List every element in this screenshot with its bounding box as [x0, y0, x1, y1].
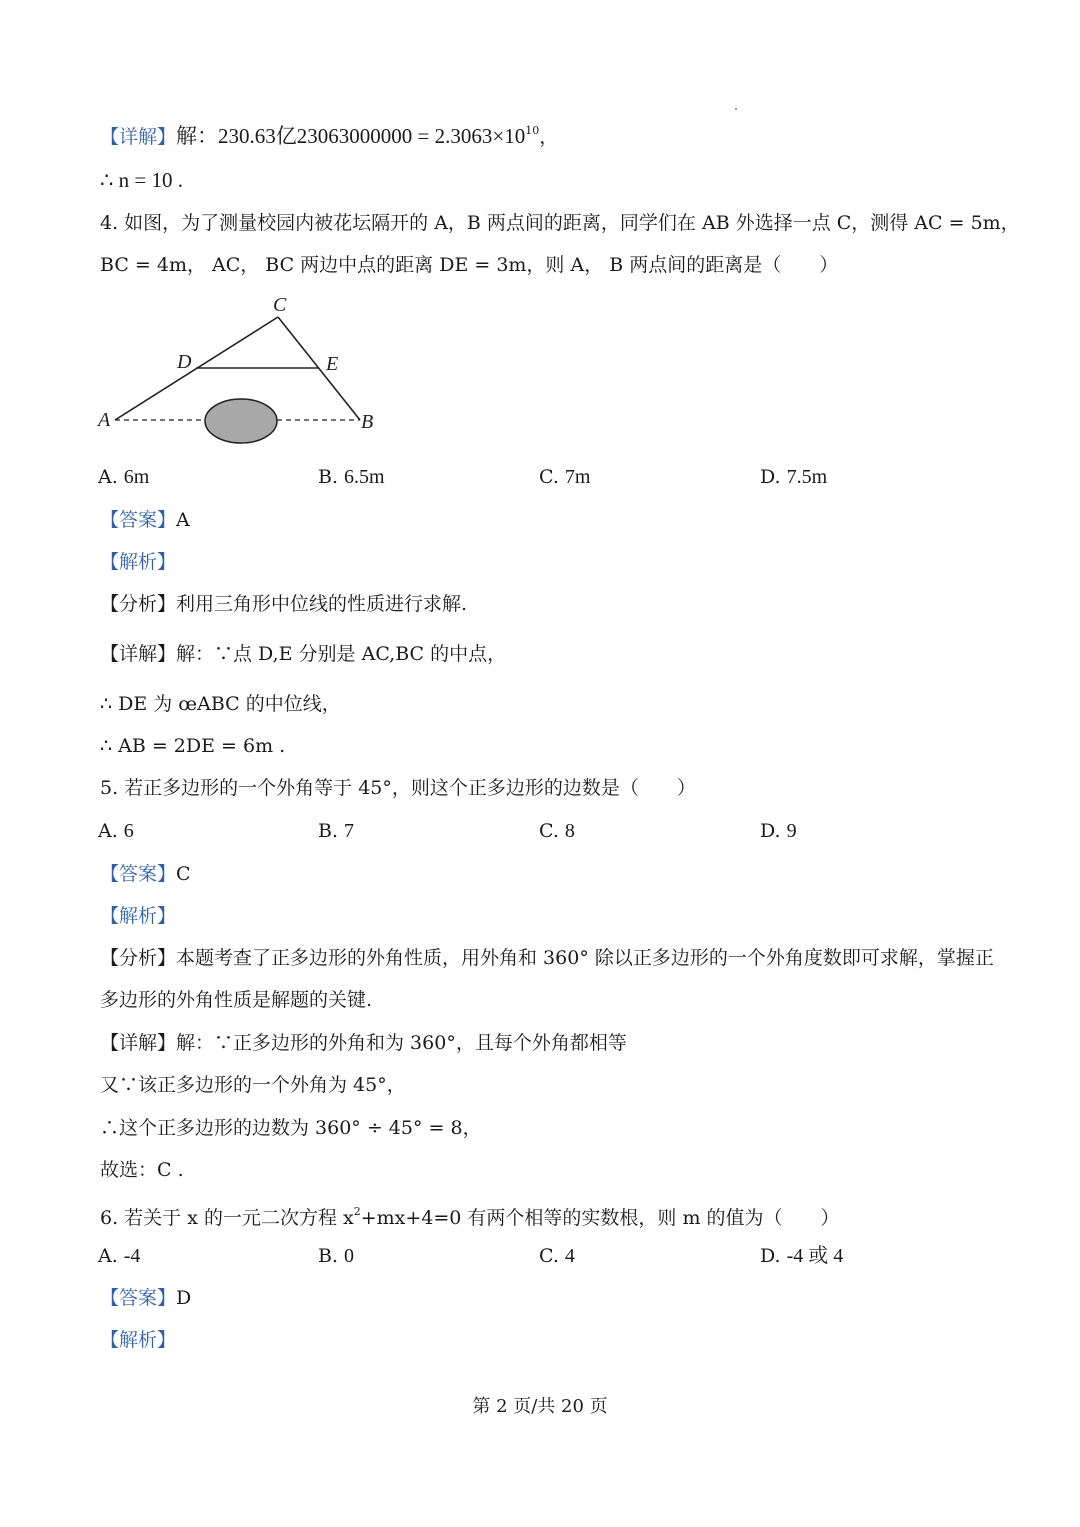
page-footer: 第 2 页/共 20 页 — [472, 1396, 608, 1417]
fenxi-tag: 【分析】 — [100, 593, 177, 615]
detail-tag: 【详解】 — [100, 1032, 177, 1054]
option-value: 8 — [564, 820, 575, 842]
q4-answer — [100, 507, 190, 533]
q5-detail — [100, 1030, 627, 1056]
q6-stem-post: +mx+4=0 有两个相等的实数根，则 m 的值为（ ） — [360, 1207, 840, 1229]
q6-analysis-tag: 【解析】 — [100, 1329, 177, 1351]
q6-option-d[interactable] — [760, 1243, 843, 1269]
q6-answer — [100, 1285, 191, 1311]
option-value: -4 或 4 — [786, 1245, 844, 1267]
q5-step2: ∴这个正多边形的边数为 360° ÷ 45° = 8， — [100, 1117, 482, 1139]
q6-option-b[interactable] — [318, 1243, 354, 1269]
prev-detail-tail: ， — [539, 126, 559, 148]
q5-option-d[interactable] — [760, 818, 797, 844]
q5-option-c[interactable] — [539, 818, 575, 844]
option-letter: B. — [318, 1245, 339, 1267]
q4-option-b[interactable] — [318, 464, 385, 490]
q5-step1: 又∵该正多边形的一个外角为 45°， — [100, 1074, 406, 1096]
q6-stem-sup: 2 — [353, 1205, 361, 1218]
flower-bed — [205, 399, 277, 443]
q4-fenxi — [100, 591, 467, 617]
option-letter: D. — [760, 1245, 781, 1267]
answer-tag: 【答案】 — [100, 1287, 177, 1309]
option-letter: A. — [98, 1245, 118, 1267]
option-letter: C. — [539, 466, 559, 488]
q4-stem-line2: BC = 4m， AC， BC 两边中点的距离 DE = 3m，则 A， B 两点间的距离是（ ） — [100, 254, 839, 276]
q6-stem — [100, 1199, 840, 1231]
option-value: 0 — [344, 1245, 355, 1267]
answer-value: A — [176, 509, 190, 531]
prev-detail-text: 解：230.63亿23063000000 = 2.3063×10 — [176, 124, 526, 148]
detail-text: 解：∵正多边形的外角和为 360°，且每个外角都相等 — [176, 1032, 627, 1054]
option-value: 9 — [786, 820, 797, 842]
q4-analysis-tag: 【解析】 — [100, 551, 177, 573]
answer-value: D — [176, 1287, 192, 1309]
q5-analysis-tag: 【解析】 — [100, 905, 177, 927]
prev-detail-line — [100, 118, 558, 150]
option-value: 6 — [123, 820, 134, 842]
option-letter: B. — [318, 820, 339, 842]
q4-option-a[interactable] — [98, 464, 149, 490]
option-value: 7 — [344, 820, 355, 842]
q5-stem: 5. 若正多边形的一个外角等于 45°，则这个正多边形的边数是（ ） — [100, 777, 696, 799]
label-c: C — [273, 295, 287, 316]
detail-tag: 【详解】 — [100, 643, 177, 665]
detail-text: 解：∵点 D,E 分别是 AC,BC 的中点， — [176, 643, 507, 665]
q4-step2: ∴ AB = 2DE = 6m . — [100, 735, 286, 757]
fenxi-text: 本题考查了正多边形的外角性质，用外角和 360° 除以正多边形的一个外角度数即可求解，掌握正 — [176, 947, 994, 969]
q5-option-a[interactable] — [98, 818, 134, 844]
option-letter: D. — [760, 820, 781, 842]
q5-step3: 故选：C . — [100, 1159, 184, 1181]
label-e: E — [326, 353, 339, 375]
option-value: 7m — [564, 466, 591, 488]
q6-stem-pre: 6. 若关于 x 的一元二次方程 x — [100, 1207, 354, 1229]
label-a: A — [98, 409, 111, 431]
option-letter: D. — [760, 466, 781, 488]
q4-triangle-figure — [95, 295, 385, 450]
q4-detail — [100, 641, 506, 667]
detail-tag: 【详解】 — [100, 126, 177, 148]
q5-fenxi-line1 — [100, 945, 994, 971]
option-value: 6.5m — [344, 466, 385, 488]
q6-option-c[interactable] — [539, 1243, 575, 1269]
q4-stem-line1: 4. 如图，为了测量校园内被花坛隔开的 A，B 两点间的距离，同学们在 AB 外选择一点 C，测得 AC = 5m， — [100, 212, 1020, 234]
option-value: 6m — [123, 466, 150, 488]
q5-answer — [100, 861, 191, 887]
option-letter: A. — [98, 466, 118, 488]
option-letter: A. — [98, 820, 118, 842]
q6-option-a[interactable] — [98, 1243, 140, 1269]
prev-detail-exponent: 10 — [525, 124, 540, 137]
q4-step1: ∴ DE 为 œABC 的中位线， — [100, 693, 341, 715]
q4-option-c[interactable] — [539, 464, 590, 490]
label-d: D — [177, 351, 192, 373]
option-letter: C. — [539, 1245, 559, 1267]
answer-value: C — [176, 863, 191, 885]
option-letter: B. — [318, 466, 339, 488]
option-value: 4 — [564, 1245, 575, 1267]
q5-fenxi-line2: 多边形的外角性质是解题的关键. — [100, 989, 373, 1011]
option-letter: C. — [539, 820, 559, 842]
option-value: -4 — [123, 1245, 141, 1267]
answer-tag: 【答案】 — [100, 863, 177, 885]
prev-conclusion: ∴ n = 10 . — [100, 168, 183, 192]
scan-speck — [735, 108, 737, 110]
fenxi-tag: 【分析】 — [100, 947, 177, 969]
option-value: 7.5m — [786, 466, 828, 488]
q4-option-d[interactable] — [760, 464, 827, 490]
answer-tag: 【答案】 — [100, 509, 177, 531]
fenxi-text: 利用三角形中位线的性质进行求解. — [176, 593, 468, 615]
q5-option-b[interactable] — [318, 818, 354, 844]
label-b: B — [361, 411, 374, 433]
